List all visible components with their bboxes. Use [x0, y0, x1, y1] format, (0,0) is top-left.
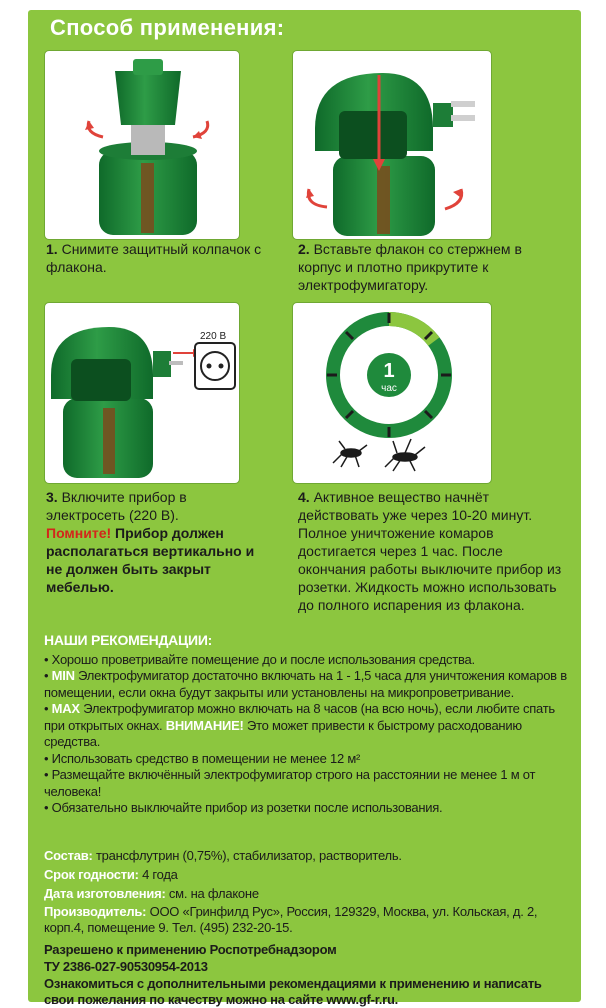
- timer-unit: час: [381, 383, 397, 394]
- shelf-life-row: [44, 867, 574, 883]
- recommendations: [44, 632, 569, 817]
- step1-text: [46, 240, 276, 276]
- manufacturer-value: ООО «Гринфилд Рус», Россия, 129329, Москва, ул. Кольская, д. 2, корп.4, помещение 9. Тел. (495) 232-20-15.: [44, 904, 538, 935]
- step3-description: Включите прибор в электросеть (220 В).: [46, 489, 187, 523]
- step3-text: [46, 488, 256, 596]
- composition-label: Состав:: [44, 848, 93, 863]
- recommendation-item: • Использовать средство в помещении не менее 12 м²: [44, 750, 361, 766]
- step1-description: Снимите защитный колпачок с флакона.: [46, 241, 262, 275]
- step4-text: [298, 488, 564, 614]
- mosquito-icon: [385, 439, 425, 471]
- page-title: Способ применения:: [50, 15, 285, 40]
- recommendation-item: • MAX Электрофумигатор можно включать на 8 часов (на всю ночь), если любите спать при открытых окнах. ВНИМАНИЕ! Это может привести к быстрому расходованию средства.: [44, 701, 555, 749]
- recommendation-item: • MIN Электрофумигатор достаточно включать на 1 - 1,5 часа для уничтожения комаров в помещении, если окна будут закрыты или установлены на микропроветривание.: [44, 668, 567, 700]
- step1-illustration: [44, 50, 240, 240]
- one-hour-timer-mosquitoes-icon: [293, 303, 491, 483]
- attention-tag: ВНИМАНИЕ!: [165, 717, 244, 733]
- step2-text: [298, 240, 560, 294]
- step2-description: Вставьте флакон со стержнем в корпус и плотно прикрутите к электрофумигатору.: [298, 241, 522, 293]
- manufacturer-label: Производитель:: [44, 904, 147, 919]
- recommendation-item: • Обязательно выключайте прибор из розетки после использования.: [44, 800, 443, 815]
- shelf-life-value: 4 года: [142, 867, 178, 882]
- timer-value: 1: [383, 360, 395, 382]
- fumigator-screw-bottle-icon: [293, 51, 491, 239]
- step4-illustration: [292, 302, 492, 484]
- step4-number: 4.: [298, 489, 310, 505]
- min-tag: MIN: [51, 668, 75, 683]
- step1-number: 1.: [46, 241, 58, 257]
- step3-illustration: [44, 302, 240, 484]
- recommendation-item: • Хорошо проветривайте помещение до и после использования средства.: [44, 651, 475, 667]
- manufacture-date-value: см. на флаконе: [168, 886, 259, 901]
- shelf-life-label: Срок годности:: [44, 867, 139, 882]
- fumigator-plug-socket-icon: [45, 303, 239, 483]
- mosquito-icon: [333, 441, 367, 467]
- composition-row: [44, 848, 574, 864]
- step4-description: Активное вещество начнёт действовать уже через 10-20 минут. Полное уничтожение комаров достигается через 1 час. После окончания работы выключите прибор из розетки. Жидкость можно использовать до полного испарения из флакона.: [298, 489, 562, 613]
- bottle-with-cap-twist-icon: [45, 51, 239, 239]
- tu-code: ТУ 2386-027-90530954-2013: [44, 959, 208, 974]
- step2-illustration: [292, 50, 492, 240]
- socket-voltage-label: 220 В: [200, 331, 227, 342]
- permit-text: Разрешено к применению Роспотребнадзором: [44, 942, 337, 957]
- max-tag: MAX: [51, 701, 80, 716]
- recommendation-item: • Размещайте включённый электрофумигатор строго на расстоянии не менее 1 м от человека!: [44, 767, 536, 799]
- instruction-card: [28, 10, 581, 1007]
- step2-number: 2.: [298, 241, 310, 257]
- manufacturer-row: [44, 904, 574, 936]
- manufacture-date-row: [44, 886, 574, 902]
- warning-label: Помните!: [46, 525, 112, 541]
- warning-text: Прибор должен располагаться вертикально и не должен быть закрыт мебелью.: [46, 525, 255, 595]
- composition-value: трансфлутрин (0,75%), стабилизатор, растворитель.: [95, 848, 402, 863]
- manufacture-date-label: Дата изготовления:: [44, 886, 166, 901]
- step3-number: 3.: [46, 489, 58, 505]
- recommendations-heading: НАШИ РЕКОМЕНДАЦИИ:: [44, 632, 213, 648]
- footer-note: Ознакомиться с дополнительными рекомендациями к применению и написать свои пожелания по качеству можно на сайте www.gf-r.ru.: [44, 976, 542, 1007]
